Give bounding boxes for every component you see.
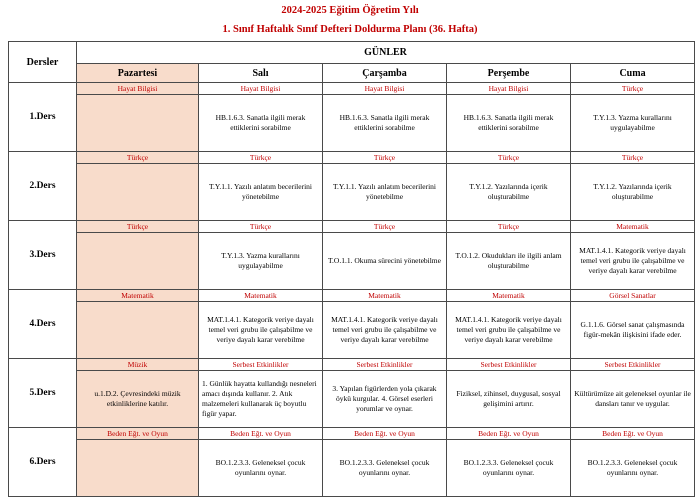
subject-label: Müzik <box>77 359 198 371</box>
outcome-text-content: 1. Günlük hayatta kullandığı nesneleri amacı dışında kullanır. 2. Atık malzemeleri kullanarak üç boyutlu figür yapar. <box>202 378 317 418</box>
gunler-header: GÜNLER <box>77 42 695 64</box>
outcome-text-content: HB.1.6.3. Sanatla ilgili merak ettiklerini sorabilme <box>463 112 554 132</box>
subject-label: Hayat Bilgisi <box>77 83 198 95</box>
schedule-cell <box>199 359 323 428</box>
outcome-text-content: MAT.1.4.1. Kategorik veriye dayalı temel veri grubu ile çalışabilme ve veriye dayalı karar verebilme <box>207 314 314 344</box>
subject-label: Beden Eğt. ve Oyun <box>571 428 694 440</box>
subject-label: Matematik <box>77 290 198 302</box>
outcome-text <box>199 233 322 286</box>
subject-label: Türkçe <box>199 152 322 164</box>
outcome-text <box>77 440 198 493</box>
outcome-text <box>323 95 446 148</box>
subject-label: Matematik <box>323 290 446 302</box>
schedule-cell <box>447 290 571 359</box>
subject-label: Serbest Etkinlikler <box>199 359 322 371</box>
outcome-text <box>199 95 322 148</box>
schedule-cell <box>199 428 323 497</box>
schedule-cell <box>447 221 571 290</box>
day-header-carsamba: Çarşamba <box>323 64 447 83</box>
outcome-text-content: Kültürümüze ait geleneksel oyunlar ile dansları tanır ve uygular. <box>574 388 691 408</box>
schedule-cell <box>447 83 571 152</box>
subject-label: Türkçe <box>571 83 694 95</box>
lesson-label: 1.Ders <box>9 83 77 152</box>
outcome-text-content: HB.1.6.3. Sanatla ilgili merak ettiklerini sorabilme <box>339 112 430 132</box>
schedule-cell <box>447 428 571 497</box>
schedule-row <box>9 83 695 152</box>
lesson-label: 2.Ders <box>9 152 77 221</box>
subject-label: Türkçe <box>447 152 570 164</box>
subject-label: Hayat Bilgisi <box>447 83 570 95</box>
outcome-text <box>323 233 446 286</box>
outcome-text <box>447 440 570 493</box>
schedule-cell <box>199 290 323 359</box>
lesson-label: 5.Ders <box>9 359 77 428</box>
outcome-text <box>447 302 570 355</box>
subject-label: Serbest Etkinlikler <box>323 359 446 371</box>
outcome-text-content: T.Y.1.2. Yazılarında içerik oluşturabilme <box>469 181 548 201</box>
subject-label: Türkçe <box>77 152 198 164</box>
schedule-cell <box>323 359 447 428</box>
subject-label: Hayat Bilgisi <box>199 83 322 95</box>
outcome-text-content: T.Y.1.1. Yazılı anlatım becerilerini yönetebilme <box>332 181 437 201</box>
subject-label: Beden Eğt. ve Oyun <box>77 428 198 440</box>
schedule-cell <box>323 221 447 290</box>
outcome-text-content: T.Y.1.2. Yazılarında içerik oluşturabilme <box>593 181 672 201</box>
subject-label: Görsel Sanatlar <box>571 290 694 302</box>
outcome-text <box>77 302 198 355</box>
outcome-text-content: BO.1.2.3.3. Geleneksel çocuk oyunlarını oynar. <box>215 457 306 477</box>
outcome-text <box>77 233 198 286</box>
schedule-cell <box>77 290 199 359</box>
outcome-text-content: T.Y.1.1. Yazılı anlatım becerilerini yönetebilme <box>208 181 313 201</box>
outcome-text-content: BO.1.2.3.3. Geleneksel çocuk oyunlarını oynar. <box>339 457 430 477</box>
schedule-cell <box>77 83 199 152</box>
schedule-cell <box>323 83 447 152</box>
schedule-cell <box>571 428 695 497</box>
outcome-text-content: T.O.1.1. Okuma sürecini yönetebilme <box>328 255 441 265</box>
outcome-text <box>199 302 322 355</box>
outcome-text <box>199 440 322 493</box>
outcome-text <box>323 440 446 493</box>
subject-label: Beden Eğt. ve Oyun <box>323 428 446 440</box>
outcome-text <box>77 164 198 217</box>
document-subtitle: 1. Sınıf Haftalık Sınıf Defteri Doldurma Planı (36. Hafta) <box>222 24 478 35</box>
schedule-cell <box>323 152 447 221</box>
day-header-cuma: Cuma <box>571 64 695 83</box>
outcome-text <box>323 302 446 355</box>
subject-label: Hayat Bilgisi <box>323 83 446 95</box>
schedule-cell <box>323 290 447 359</box>
subject-label: Serbest Etkinlikler <box>571 359 694 371</box>
subject-label: Türkçe <box>571 152 694 164</box>
outcome-text-content: G.1.1.6. Görsel sanat çalışmasında figür-mekân ilişkisini ifade eder. <box>580 319 685 339</box>
subject-label: Türkçe <box>77 221 198 233</box>
subject-label: Matematik <box>199 290 322 302</box>
outcome-text <box>323 371 446 424</box>
schedule-cell <box>199 221 323 290</box>
subject-label: Türkçe <box>447 221 570 233</box>
lesson-label: 3.Ders <box>9 221 77 290</box>
subject-label: Türkçe <box>323 221 446 233</box>
outcome-text <box>571 302 694 355</box>
outcome-text-content: BO.1.2.3.3. Geleneksel çocuk oyunlarını oynar. <box>463 457 554 477</box>
schedule-cell <box>77 359 199 428</box>
subject-label: Türkçe <box>199 221 322 233</box>
outcome-text <box>77 371 198 424</box>
outcome-text <box>447 371 570 424</box>
schedule-cell <box>571 221 695 290</box>
outcome-text <box>447 233 570 286</box>
document-title: 2024-2025 Eğitim Öğretim Yılı <box>281 5 419 16</box>
schedule-cell <box>447 359 571 428</box>
schedule-cell <box>77 428 199 497</box>
subject-label: Türkçe <box>323 152 446 164</box>
outcome-text-content: MAT.1.4.1. Kategorik veriye dayalı temel veri grubu ile çalışabilme ve veriye dayalı karar verebilme <box>579 245 686 275</box>
schedule-cell <box>323 428 447 497</box>
outcome-text-content: T.Y.1.3. Yazma kurallarını uygulayabilme <box>593 112 672 132</box>
schedule-cell <box>447 152 571 221</box>
subject-label: Beden Eğt. ve Oyun <box>199 428 322 440</box>
outcome-text <box>199 164 322 217</box>
outcome-text-content: T.O.1.2. Okudukları ile ilgili anlam oluşturabilme <box>455 250 562 270</box>
outcome-text <box>571 440 694 493</box>
outcome-text <box>447 164 570 217</box>
outcome-text-content: HB.1.6.3. Sanatla ilgili merak ettiklerini sorabilme <box>215 112 306 132</box>
schedule-cell <box>571 152 695 221</box>
schedule-cell <box>199 83 323 152</box>
schedule-cell <box>199 152 323 221</box>
schedule-table <box>8 41 695 497</box>
outcome-text <box>77 95 198 148</box>
day-header-sali: Salı <box>199 64 323 83</box>
subject-label: Matematik <box>447 290 570 302</box>
schedule-row <box>9 221 695 290</box>
subject-label: Matematik <box>571 221 694 233</box>
outcome-text <box>571 371 694 424</box>
schedule-row <box>9 290 695 359</box>
outcome-text-content: T.Y.1.3. Yazma kurallarını uygulayabilme <box>221 250 300 270</box>
schedule-cell <box>77 152 199 221</box>
schedule-row <box>9 428 695 497</box>
outcome-text <box>571 233 694 286</box>
lesson-label: 6.Ders <box>9 428 77 497</box>
schedule-row <box>9 152 695 221</box>
outcome-text-content: MAT.1.4.1. Kategorik veriye dayalı temel veri grubu ile çalışabilme ve veriye dayalı karar verebilme <box>455 314 562 344</box>
outcome-text-content: u.1.D.2. Çevresindeki müzik etkinliklerine katılır. <box>94 388 181 408</box>
dersler-header: Dersler <box>9 42 77 83</box>
schedule-row <box>9 359 695 428</box>
schedule-cell <box>571 83 695 152</box>
day-header-persembe: Perşembe <box>447 64 571 83</box>
schedule-cell <box>571 359 695 428</box>
schedule-cell <box>571 290 695 359</box>
outcome-text-content: BO.1.2.3.3. Geleneksel çocuk oyunlarını oynar. <box>587 457 678 477</box>
outcome-text-content: Fiziksel, zihinsel, duygusal, sosyal gelişimini artırır. <box>456 388 561 408</box>
outcome-text <box>199 371 322 424</box>
outcome-text-content: 3. Yapılan figürlerden yola çıkarak öykü kurgular. 4. Görsel eserleri yorumlar ve oynar. <box>332 383 437 413</box>
outcome-text <box>571 95 694 148</box>
day-header-pazartesi: Pazartesi <box>77 64 199 83</box>
lesson-label: 4.Ders <box>9 290 77 359</box>
outcome-text <box>571 164 694 217</box>
schedule-cell <box>77 221 199 290</box>
outcome-text <box>323 164 446 217</box>
subject-label: Beden Eğt. ve Oyun <box>447 428 570 440</box>
outcome-text <box>447 95 570 148</box>
outcome-text-content: MAT.1.4.1. Kategorik veriye dayalı temel veri grubu ile çalışabilme ve veriye dayalı karar verebilme <box>331 314 438 344</box>
subject-label: Serbest Etkinlikler <box>447 359 570 371</box>
